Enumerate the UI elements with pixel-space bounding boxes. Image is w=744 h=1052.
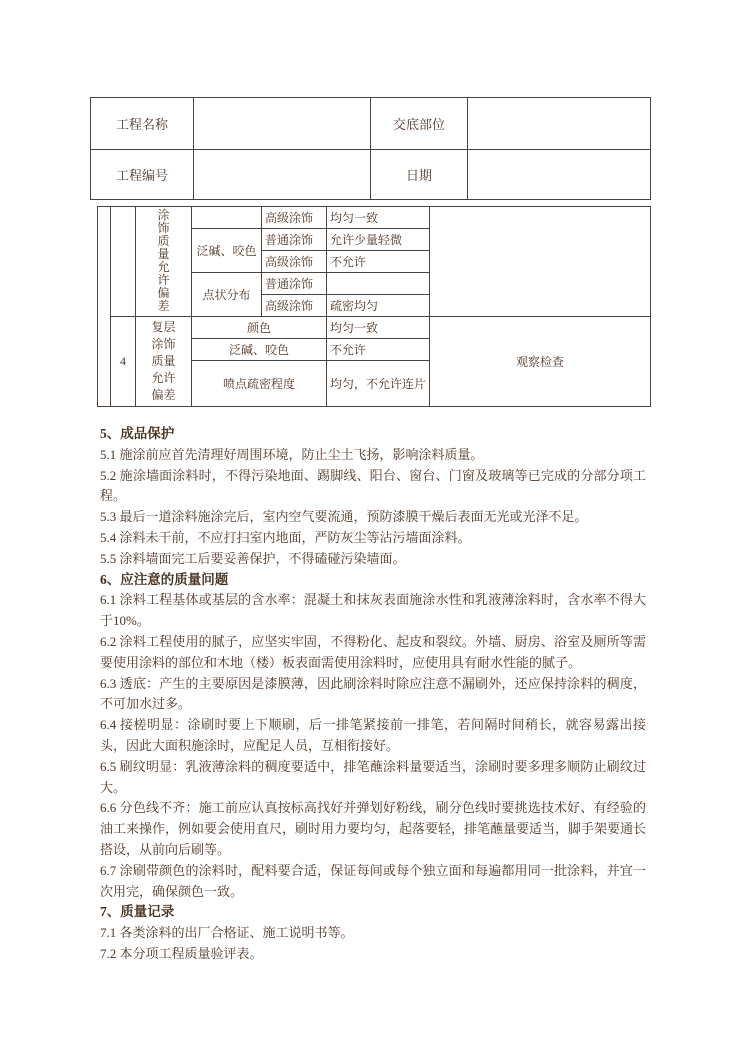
sec3-req-cell: 允许少量轻微 <box>327 229 430 251</box>
document-content <box>90 97 650 965</box>
paragraph-5-3: 5.3 最后一道涂料施涂完后，室内空气要流通，预防漆膜干燥后表面无光或光泽不足。 <box>100 509 588 525</box>
project-name-field[interactable] <box>194 98 371 150</box>
sec4-req-cell: 均匀一致 <box>327 317 430 339</box>
disclosure-part-label: 交底部位 <box>371 98 468 150</box>
sec4-vertical-label <box>136 317 192 407</box>
disclosure-part-field[interactable] <box>468 98 651 150</box>
project-number-label: 工程编号 <box>91 150 194 200</box>
body-text <box>100 424 646 965</box>
sec3-vertical-label <box>136 207 192 317</box>
paragraph-6-6: 6.6 分色线不齐：施工前应认真按标高找好并弹划好粉线，刷分色线时要挑选技术好、有经验的油工来操作，例如要会使用直尺，刷时用力要均匀，起落要轻，排笔蘸量要适当，脚手架要通长搭设，从前向后刷等。 <box>100 800 647 857</box>
paragraph-6-1: 6.1 涂料工程基体或基层的含水率：混凝土和抹灰表面施涂水性和乳液薄涂料时，含水率不得大于10%。 <box>100 592 646 629</box>
sec3-grade-cell: 普通涂饰 <box>262 273 327 295</box>
section-heading-5: 5、成品保护 <box>100 426 175 441</box>
date-label: 日期 <box>371 150 468 200</box>
sec3-grade-cell: 普通涂饰 <box>262 229 327 251</box>
item-number-cell-sec4: 4 <box>111 317 136 407</box>
sec4-req-cell: 不允许 <box>327 339 430 361</box>
sec3-grade-cell: 高级涂饰 <box>262 251 327 273</box>
project-name-label: 工程名称 <box>91 98 194 150</box>
date-field[interactable] <box>468 150 651 200</box>
paragraph-6-4: 6.4 接槎明显：涂刷时要上下顺刷，后一排笔紧接前一排笔，若间隔时间稍长，就容易露出接头，因此大面积施涂时，应配足人员，互相衔接好。 <box>100 717 646 753</box>
paragraph-5-1: 5.1 施涂前应首先清理好周围环境，防止尘土飞扬，影响涂料质量。 <box>100 446 484 462</box>
sec4-method-cell: 观察检查 <box>430 317 651 407</box>
sec3-req-cell: 疏密均匀 <box>327 295 430 317</box>
item-number-cell-sec3 <box>111 207 136 317</box>
paragraph-7-2: 7.2 本分项工程质量验评表。 <box>100 945 263 961</box>
sec3-item-cell: 泛碱、咬色 <box>192 229 262 273</box>
project-number-field[interactable] <box>194 150 371 200</box>
sec3-req-cell <box>327 273 430 295</box>
sec4-item-cell: 喷点疏密程度 <box>192 361 327 407</box>
spec-table <box>97 206 651 407</box>
section-heading-6: 6、应注意的质量问题 <box>100 571 229 587</box>
sec3-grade-cell: 高级涂饰 <box>262 207 327 229</box>
sec3-vertical-label-text: 涂饰质量允许偏差 <box>157 208 170 313</box>
sec3-req-cell: 均匀一致 <box>327 207 430 229</box>
header-form-table <box>90 97 651 200</box>
paragraph-6-3: 6.3 透底：产生的主要原因是漆膜薄，因此刷涂料时除应注意不漏刷外，还应保持涂料的稠度，不可加水过多。 <box>100 675 646 712</box>
paragraph-6-7: 6.7 涂刷带颜色的涂料时，配料要合适，保证每间或每个独立面和每遍都用同一批涂料，并宜一次用完，确保颜色一致。 <box>100 862 646 899</box>
sec3-req-cell: 不允许 <box>327 251 430 273</box>
sec4-vertical-label-text: 复层涂饰质量允许偏差 <box>151 320 176 402</box>
paragraph-5-5: 5.5 涂料墙面完工后要妥善保护，不得磕碰污染墙面。 <box>100 550 406 566</box>
sec3-method-cell <box>430 207 651 317</box>
section-heading-7: 7、质量记录 <box>100 904 175 920</box>
sec3-item-cell: 点状分布 <box>192 273 262 317</box>
paragraph-6-5: 6.5 刷纹明显：乳液薄涂料的稠度要适中，排笔蘸涂料量要适当，涂刷时要多理多顺防止刷纹过大。 <box>100 758 646 795</box>
sec4-item-cell: 颜色 <box>192 317 327 339</box>
paragraph-5-4: 5.4 涂料未干前，不应打扫室内地面，严防灰尘等沾污墙面涂料。 <box>100 529 471 545</box>
paragraph-5-2: 5.2 施涂墙面涂料时，不得污染地面、踢脚线、阳台、窗台、门窗及玻璃等已完成的分部分项工程。 <box>100 467 646 504</box>
paragraph-6-2: 6.2 涂料工程使用的腻子，应坚实牢固，不得粉化、起皮和裂纹。外墙、厨房、浴室及厕所等需要使用涂料的部位和木地（楼）板表面需使用涂料时，应使用具有耐水性能的腻子。 <box>100 633 646 670</box>
sec4-item-cell: 泛碱、咬色 <box>192 339 327 361</box>
sec3-grade-cell: 高级涂饰 <box>262 295 327 317</box>
paragraph-7-1: 7.1 各类涂料的出厂合格证、施工说明书等。 <box>100 925 354 941</box>
sec3-item-cell-empty <box>192 207 262 229</box>
sequence-gutter-cell <box>98 207 111 407</box>
sec4-req-cell: 均匀，不允许连片 <box>327 361 430 407</box>
